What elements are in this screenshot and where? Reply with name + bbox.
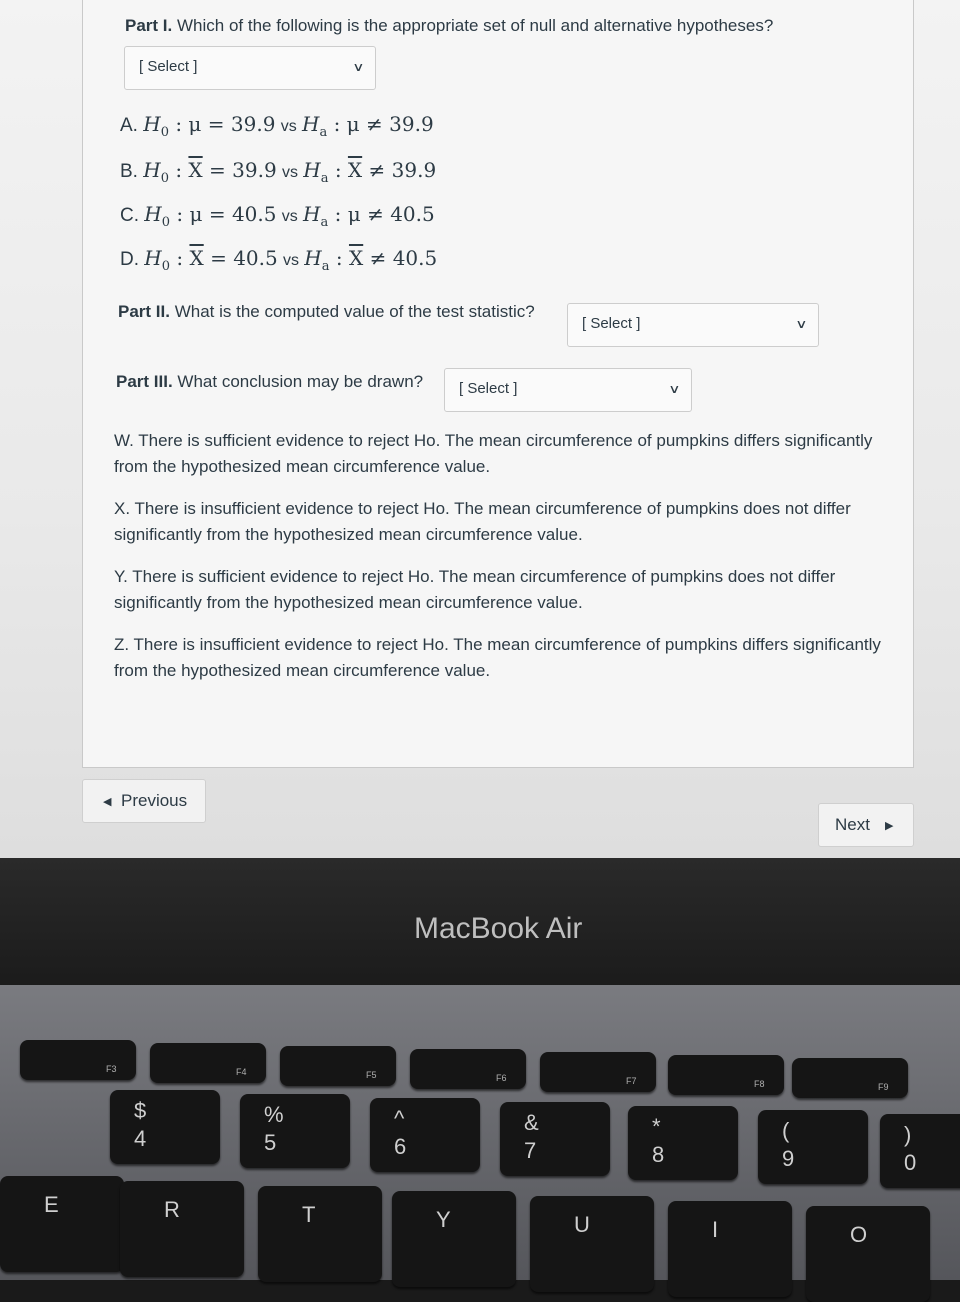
key-label: 5 (264, 1130, 277, 1155)
chevron-down-icon: ∨ (668, 382, 681, 396)
key-label: 0 (904, 1150, 917, 1175)
function-key[interactable] (410, 1049, 526, 1089)
number-key[interactable] (758, 1110, 868, 1184)
key-label: 7 (524, 1138, 537, 1163)
letter-key[interactable] (806, 1206, 930, 1302)
number-key[interactable] (370, 1098, 480, 1172)
letter-key[interactable] (530, 1196, 654, 1292)
chevron-down-icon: ∨ (352, 60, 365, 74)
letter-key[interactable] (0, 1176, 124, 1272)
conclusion-y: Y. There is sufficient evidence to reject Ho. The mean circumference of pumpkins does not differ significantly from the hypothesized mean circumference value. (114, 567, 836, 612)
next-button[interactable]: Next ▶ (818, 803, 914, 847)
key-label: * (652, 1114, 661, 1139)
function-key[interactable] (280, 1046, 396, 1086)
key-label: F3 (106, 1064, 117, 1074)
key-label: $ (134, 1098, 147, 1123)
key-label: & (524, 1110, 539, 1135)
hypothesis-option: D. $H_0$ : $\overline{X} = 40.5$ vs $H_a$ : $\overline{X} \ne 40.5$ (120, 246, 438, 274)
key-label: F5 (366, 1070, 377, 1080)
number-key[interactable] (110, 1090, 220, 1164)
key-label: ) (904, 1122, 912, 1147)
function-key[interactable] (20, 1040, 136, 1080)
function-key[interactable] (668, 1055, 784, 1095)
key-label: ( (782, 1118, 790, 1143)
key-label: 8 (652, 1142, 665, 1167)
part1-question: Part I. Which of the following is the appropriate set of null and alternative hypotheses? (125, 16, 774, 35)
number-key[interactable] (500, 1102, 610, 1176)
function-key[interactable] (792, 1058, 908, 1098)
key-label: T (302, 1202, 316, 1227)
key-label: % (264, 1102, 284, 1127)
ha-expression: μ ≠ 40.5 (347, 202, 435, 226)
number-key[interactable] (240, 1094, 350, 1168)
key-label: I (712, 1217, 719, 1242)
h0-expression: μ = 40.5 (189, 202, 277, 226)
part3-select[interactable]: [ Select ] ∨ (444, 368, 692, 412)
part3-question: Part III. What conclusion may be drawn? (116, 372, 424, 391)
letter-key[interactable] (120, 1181, 244, 1277)
function-key[interactable] (150, 1043, 266, 1083)
letter-key[interactable] (668, 1201, 792, 1297)
chevron-down-icon: ∨ (795, 317, 808, 331)
key-label: E (44, 1192, 59, 1217)
laptop-brand: MacBook Air (414, 912, 583, 945)
part1-select[interactable]: [ Select ] ∨ (124, 46, 376, 90)
h0-expression: $\overline{X} = 40.5$ (189, 246, 278, 270)
letter-key[interactable] (258, 1186, 382, 1282)
part2-question: Part II. What is the computed value of the test statistic? (118, 302, 535, 321)
key-label: 9 (782, 1146, 795, 1171)
letter-key[interactable] (392, 1191, 516, 1287)
key-label: F9 (878, 1082, 889, 1092)
key-label: F6 (496, 1073, 507, 1083)
h0-expression: $\overline{X} = 39.9$ (188, 158, 277, 182)
conclusion-x: X. There is insufficient evidence to reject Ho. The mean circumference of pumpkins does not differ significantly from the hypothesized mean circumference value. (114, 499, 851, 544)
conclusion-w: W. There is sufficient evidence to reject Ho. The mean circumference of pumpkins differs significantly from the hypothesized mean circumference value. (114, 431, 873, 476)
function-key[interactable] (540, 1052, 656, 1092)
number-key[interactable] (628, 1106, 738, 1180)
key-label: U (574, 1212, 590, 1237)
ha-expression: $\overline{X} \ne 39.9$ (347, 158, 437, 182)
key-label: F4 (236, 1067, 247, 1077)
key-label: R (164, 1197, 180, 1222)
part2-select[interactable]: [ Select ] ∨ (567, 303, 819, 347)
caret-left-icon: ◀ (103, 796, 112, 808)
key-label: 4 (134, 1126, 147, 1151)
key-label: F7 (626, 1076, 637, 1086)
key-label: O (850, 1222, 868, 1247)
ha-expression: μ ≠ 39.9 (346, 112, 434, 136)
caret-right-icon: ▶ (885, 820, 894, 832)
previous-button[interactable]: ◀ Previous (82, 779, 206, 823)
key-label: 6 (394, 1134, 407, 1159)
hypothesis-option: B. $H_0$ : $\overline{X} = 39.9$ vs $H_a$ : $\overline{X} \ne 39.9$ (120, 158, 437, 186)
key-label: F8 (754, 1079, 765, 1089)
number-key[interactable] (880, 1114, 960, 1188)
hypothesis-option: C. $H_0$ : μ = 40.5 vs $H_a$ : μ ≠ 40.5 (120, 202, 435, 230)
hypothesis-option: A. $H_0$ : μ = 39.9 vs $H_a$ : μ ≠ 39.9 (120, 112, 434, 140)
conclusion-z: Z. There is insufficient evidence to reject Ho. The mean circumference of pumpkins differs significantly from the hypothesized mean circumference value. (114, 635, 881, 680)
key-label: Y (436, 1207, 451, 1232)
h0-expression: μ = 39.9 (188, 112, 276, 136)
ha-expression: $\overline{X} \ne 40.5$ (348, 246, 438, 270)
key-label: ^ (394, 1106, 405, 1131)
